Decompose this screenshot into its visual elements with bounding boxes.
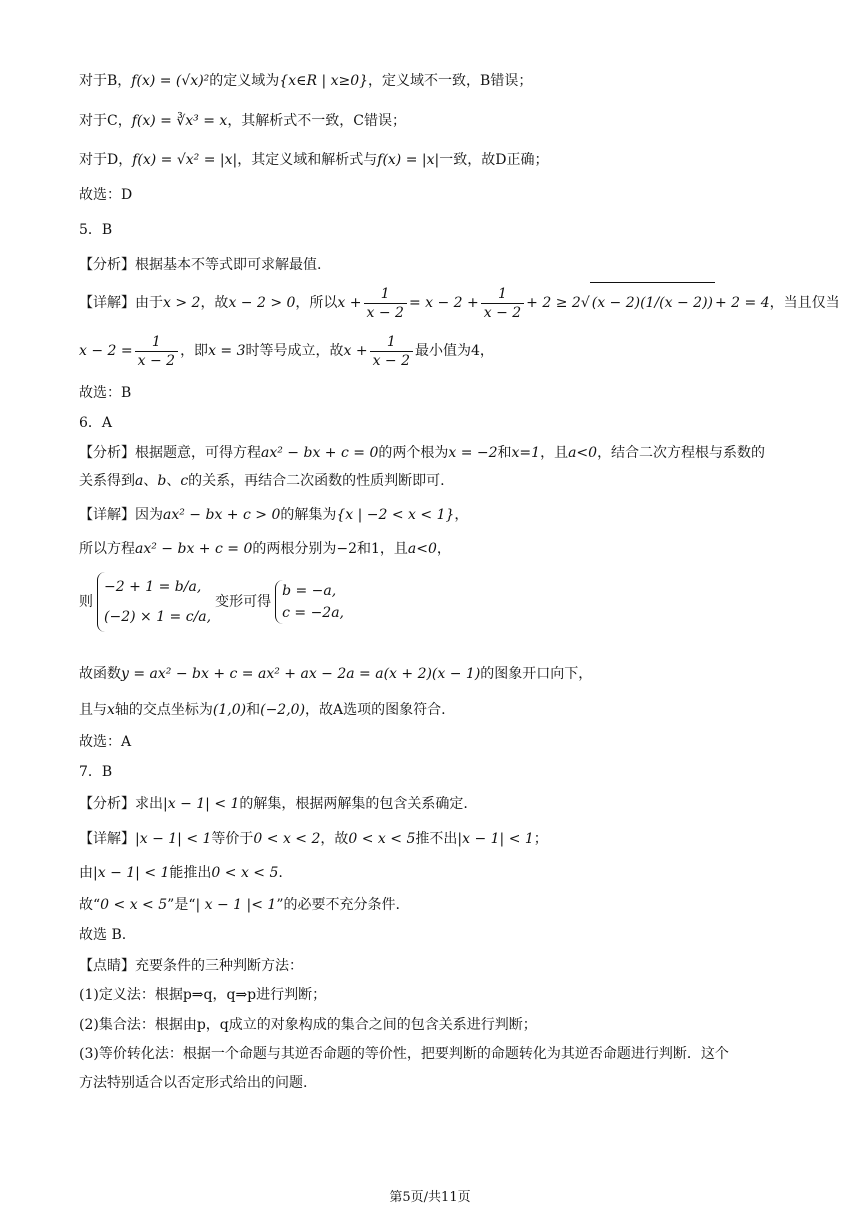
text: 最小值为4，: [415, 343, 494, 359]
text: 的关系，再结合二次函数的性质判断即可.: [188, 473, 445, 489]
math: |x − 1| < 1: [163, 796, 240, 812]
text: 【分析】根据题意，可得方程: [79, 445, 261, 461]
math: 0 < x < 5: [348, 831, 416, 847]
detail-line-cont: [79, 331, 494, 371]
tips-item-3-cont: 方法特别适合以否定形式给出的问题.: [79, 1075, 308, 1091]
fraction: $\frac{1}{x - 2}$: [135, 333, 178, 370]
math: = x − 2 +: [408, 295, 479, 311]
text: ，且: [540, 445, 569, 461]
math: |x − 1| < 1: [457, 831, 534, 847]
math: + 2 ≥ 2: [526, 295, 581, 311]
text: ，: [436, 541, 451, 557]
text: 的两个根为: [378, 445, 449, 461]
text: ，即: [180, 343, 209, 359]
math: {x | −2 < x < 1}: [336, 507, 455, 523]
sqrt: (x − 2)(1/(x − 2)): [590, 282, 715, 323]
fraction: $\frac{1}{x - 2}$: [370, 333, 413, 370]
text: ，故: [320, 831, 349, 847]
text: 由: [79, 865, 93, 881]
math: ax² − bx + c = 0: [135, 541, 253, 557]
text: ”是“: [167, 897, 196, 913]
line-option-b: [79, 71, 532, 91]
math: |x − 1| < 1: [135, 831, 212, 847]
text: 【分析】求出: [79, 796, 163, 812]
math: | x − 1 |< 1: [195, 897, 277, 913]
math: b: [157, 473, 167, 489]
text: 则: [79, 594, 93, 610]
analysis-line: [79, 443, 765, 463]
text: 故“: [79, 897, 101, 913]
math: ax² − bx + c > 0: [163, 507, 281, 523]
detail-line: 【详解】由于x > 2，故x − 2 > 0，所以x + $\frac{1}{x - 2}$ = x − 2 + $\frac{1}{x - 2}$ + 2 ≥ 2√ (x − 2)(1/(x − 2)) + 2 = 4，当且仅当: [79, 282, 840, 323]
text: 和: [497, 445, 512, 461]
math: a: [135, 473, 144, 489]
math: x +: [343, 343, 368, 359]
equation-system: b = −a, c = −2a,: [275, 580, 344, 624]
text: 【详解】: [79, 831, 135, 847]
text: 能推出: [169, 865, 212, 881]
text: 对于C，: [79, 113, 132, 129]
detail-line: [79, 829, 548, 849]
math: f(x) = |x|: [377, 152, 440, 168]
detail-line: [79, 700, 446, 720]
detail-line: [79, 895, 400, 915]
text: ；: [533, 831, 548, 847]
math: f(x) = (√x)²: [131, 73, 210, 89]
text: 推不出: [415, 831, 458, 847]
text: 一致，故D正确；: [439, 152, 549, 168]
text: 时等号成立，故: [245, 343, 344, 359]
text: 的解集为: [280, 507, 337, 523]
math: y = ax² − bx + c = ax² + ax − 2a = a(x + 2)(x − 1): [121, 666, 481, 682]
equation-system: −2 + 1 = b/a, (−2) × 1 = c/a,: [97, 572, 211, 632]
line-option-c: [79, 111, 406, 131]
math: x − 2 > 0: [228, 295, 296, 311]
math: x − 2 =: [79, 343, 133, 359]
detail-line: [79, 863, 283, 883]
text: ，其解析式不一致，C错误；: [227, 113, 407, 129]
tips-heading: 【点睛】充要条件的三种判断方法：: [79, 958, 303, 974]
math: (1,0): [212, 702, 247, 718]
text: ，故: [200, 295, 229, 311]
analysis-line-cont: [79, 471, 445, 491]
text: 所以方程: [79, 541, 135, 557]
math: 0 < x < 5: [100, 897, 168, 913]
math: x = −2: [448, 445, 498, 461]
tips-item-3: (3)等价转化法：根据一个命题与其逆否命题的等价性，把要判断的命题转化为其逆否命题进行判断．这个: [79, 1046, 729, 1062]
detail-line: [79, 505, 468, 525]
text: ，定义域不一致，B错误；: [368, 73, 533, 89]
page-footer: 第5页/共11页: [389, 1190, 471, 1205]
math: 0 < x < 5: [211, 865, 279, 881]
math: a<0: [407, 541, 437, 557]
tips-item-2: (2)集合法：根据由p，q成立的对象构成的集合之间的包含关系进行判断；: [79, 1017, 537, 1033]
text: 的解集，根据两解集的包含关系确定.: [239, 796, 468, 812]
text: .: [278, 865, 283, 881]
text: 、: [143, 473, 158, 489]
math: |x − 1| < 1: [93, 865, 170, 881]
text: 关系得到: [79, 473, 135, 489]
detail-line: [79, 539, 451, 559]
text: 故函数: [79, 666, 121, 682]
text: ，: [454, 507, 469, 523]
text: 轴的交点坐标为: [114, 702, 213, 718]
text: ，所以: [295, 295, 338, 311]
text: 和: [246, 702, 261, 718]
math: f(x) = √x² = |x|: [132, 152, 238, 168]
tips-item-1: (1)定义法：根据p⇒q，q⇒p进行判断；: [79, 987, 327, 1003]
math: x > 2: [163, 295, 201, 311]
text: ，故A选项的图象符合.: [305, 702, 446, 718]
text: 且与: [79, 702, 107, 718]
question-number: 6．A: [79, 415, 113, 431]
analysis-line: [79, 794, 468, 814]
text: 等价于: [211, 831, 254, 847]
math: x: [107, 702, 115, 718]
equation-system-line: [79, 572, 348, 632]
math: f(x) = ∛x³ = x: [131, 113, 228, 129]
answer-line: 故选：D: [79, 187, 133, 203]
detail-line: [79, 664, 592, 684]
math: ax² − bx + c = 0: [261, 445, 379, 461]
math: a<0: [568, 445, 598, 461]
line-option-d: [79, 150, 548, 170]
analysis-line: 【分析】根据基本不等式即可求解最值.: [79, 257, 322, 273]
question-number: 7．B: [79, 764, 113, 780]
text: 对于B，: [79, 73, 132, 89]
text: 【详解】因为: [79, 507, 163, 523]
text: ”的必要不充分条件.: [276, 897, 400, 913]
text: ，其定义域和解析式与: [237, 152, 378, 168]
text: ，当且仅当: [769, 295, 840, 311]
text: 的定义域为: [209, 73, 280, 89]
text: 的图象开口向下，: [480, 666, 593, 682]
text: 【详解】由于: [79, 295, 163, 311]
math: + 2 = 4: [715, 295, 770, 311]
math: 0 < x < 2: [253, 831, 321, 847]
math: c: [180, 473, 189, 489]
answer-line: 故选：A: [79, 734, 132, 750]
text: 、: [166, 473, 181, 489]
answer-line: 故选 B.: [79, 927, 127, 943]
math: x +: [337, 295, 362, 311]
math: x=1: [511, 445, 541, 461]
math: (−2,0): [260, 702, 306, 718]
question-number: 5．B: [79, 222, 113, 238]
fraction: $\frac{1}{x - 2}$: [481, 285, 524, 322]
answer-line: 故选：B: [79, 385, 132, 401]
fraction: $\frac{1}{x - 2}$: [364, 285, 407, 322]
text: 变形可得: [215, 594, 272, 610]
math: x = 3: [208, 343, 246, 359]
text: 的两根分别为−2和1，且: [252, 541, 408, 557]
math: {x∈R | x≥0}: [279, 73, 369, 89]
text: ，结合二次方程根与系数的: [597, 445, 766, 461]
text: 对于D，: [79, 152, 133, 168]
